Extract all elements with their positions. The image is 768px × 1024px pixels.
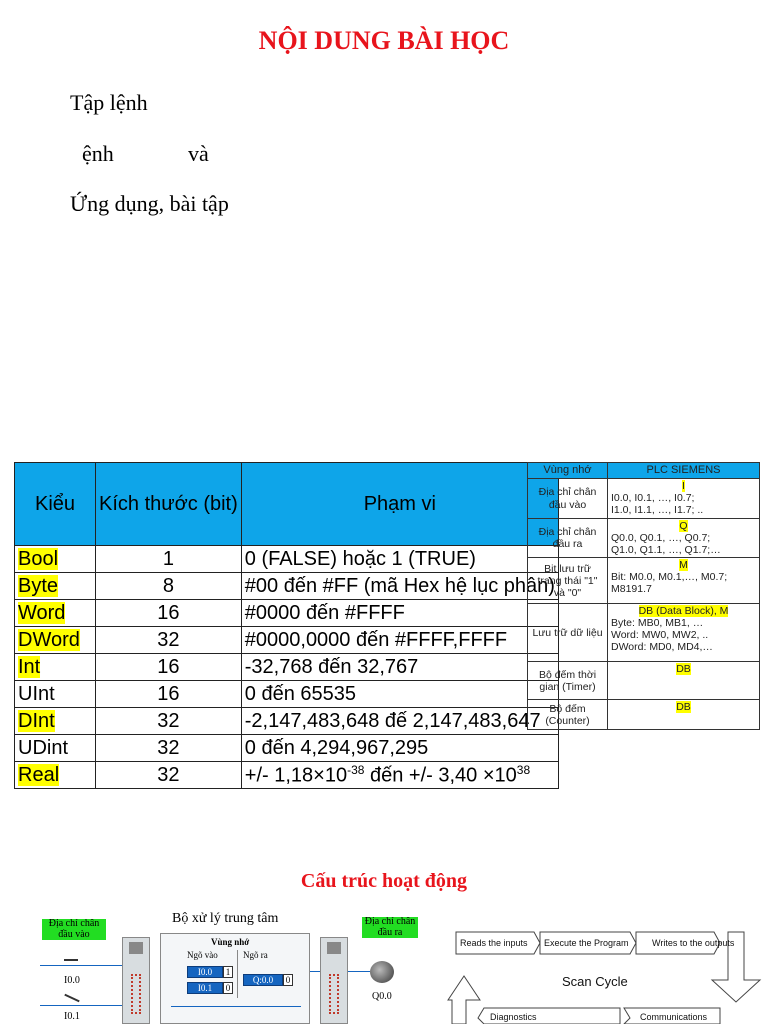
memory-row	[528, 662, 760, 700]
memory-address-line: I1.0, I1.1, …, I1.7; ..	[611, 504, 704, 517]
lamp-icon	[370, 961, 394, 983]
switch-i01-icon	[64, 994, 79, 1003]
data-type-row	[15, 708, 559, 735]
memory-address-line: Q0.0, Q0.1, …, Q0.7;	[611, 532, 711, 545]
scan-step-execute-program: Execute the Program	[544, 938, 629, 948]
memory-area-value	[608, 519, 760, 558]
register-i00: I0.0	[187, 966, 223, 978]
scan-step-diagnostics: Diagnostics	[490, 1012, 537, 1022]
data-type-row	[15, 573, 559, 600]
switch-i00-label: I0.0	[64, 975, 80, 986]
header-plc: PLC SIEMENS	[608, 463, 760, 479]
memory-area-value	[608, 558, 760, 604]
cpu-label: Bộ xử lý trung tâm	[172, 911, 279, 926]
header-range: Phạm vi	[241, 463, 558, 546]
memory-row	[528, 558, 760, 604]
range-part: 0 đến 65535	[244, 682, 356, 705]
data-type-range	[241, 654, 558, 681]
memory-row	[528, 604, 760, 662]
switch-i00-icon	[64, 959, 78, 967]
scan-step-communications: Communications	[640, 1012, 708, 1022]
memory-area-value	[608, 662, 760, 700]
memory-area-name: Địa chỉ chân đầu vào	[528, 479, 608, 519]
data-type-range	[241, 762, 558, 789]
input-module	[122, 937, 150, 1024]
range-part: -38	[347, 762, 365, 777]
memory-row	[528, 519, 760, 558]
memory-area-name: Địa chỉ chân đầu ra	[528, 519, 608, 558]
data-type-size: 32	[96, 735, 242, 762]
range-part: -2,147,483,648 đế 2,147,483,647	[244, 709, 541, 732]
memory-area-value	[608, 604, 760, 662]
data-type-name: UInt	[18, 682, 55, 705]
memory-address-line: Byte: MB0, MB1, …	[611, 617, 704, 630]
section-title: Cấu trúc hoạt động	[300, 870, 468, 892]
data-type-name: Int	[18, 655, 41, 678]
data-type-size: 16	[96, 681, 242, 708]
data-type-range	[241, 681, 558, 708]
input-column-label: Ngõ vào	[187, 950, 218, 960]
range-part: 0 đến 4,294,967,295	[244, 736, 429, 759]
plc-structure-diagram	[0, 905, 440, 1024]
data-type-name: Word	[18, 601, 66, 624]
range-part: #00 đến #FF (mã Hex hệ lục phân)	[244, 574, 555, 597]
cpu-block	[160, 933, 310, 1024]
data-type-size: 32	[96, 627, 242, 654]
data-type-name: DInt	[18, 709, 55, 732]
lamp-label: Q0.0	[372, 991, 392, 1002]
input-address-label: Địa chỉ chân đầu vào	[42, 919, 106, 940]
memory-area-name: Bộ đếm thời gian (Timer)	[528, 662, 608, 700]
data-type-row	[15, 681, 559, 708]
data-type-row	[15, 654, 559, 681]
memory-label: Vùng nhớ	[211, 937, 250, 947]
data-type-range	[241, 573, 558, 600]
memory-code: I	[682, 480, 685, 492]
data-types-table	[14, 462, 559, 789]
range-part: 0 (FALSE) hoặc 1 (TRUE)	[244, 547, 476, 570]
register-q00: Q:0.0	[243, 974, 283, 986]
toc-item-3: Ứng dụng, bài tập	[70, 191, 229, 216]
data-type-name: Byte	[18, 574, 59, 597]
switch-i01-label: I0.1	[64, 1011, 80, 1022]
data-type-size: 32	[96, 762, 242, 789]
memory-address-line: Word: MW0, MW2, ..	[611, 629, 709, 642]
register-i01: I0.1	[187, 982, 223, 994]
data-type-row	[15, 762, 559, 789]
range-part: #0000,0000 đến #FFFF,FFFF	[244, 628, 508, 651]
output-module	[320, 937, 348, 1024]
register-i01-value: 0	[223, 982, 233, 994]
header-type: Kiểu	[15, 463, 96, 546]
data-type-row	[15, 600, 559, 627]
memory-address-line: M8191.7	[611, 583, 652, 596]
range-part: 38	[516, 762, 531, 777]
data-type-range	[241, 600, 558, 627]
scan-step-write-outputs: Writes to the outputs	[652, 938, 735, 948]
range-part: #0000 đến #FFFF	[244, 601, 405, 624]
memory-address-line: Q1.0, Q1.1, …, Q1.7;…	[611, 544, 721, 557]
memory-code: Q	[679, 520, 688, 532]
data-type-size: 16	[96, 654, 242, 681]
register-q00-value: 0	[283, 974, 293, 986]
input-wire-2	[40, 1005, 122, 1006]
scan-cycle-diagram	[444, 918, 766, 1024]
data-type-range	[241, 627, 558, 654]
register-i00-value: 1	[223, 966, 233, 978]
memory-area-name: Bộ đếm (Counter)	[528, 700, 608, 730]
range-part: -32,768 đến 32,767	[244, 655, 419, 678]
output-column-label: Ngõ ra	[243, 950, 268, 960]
memory-area-name: Bit lưu trữ trạng thái "1" và "0"	[528, 558, 608, 604]
data-type-size: 32	[96, 708, 242, 735]
input-wire-1	[40, 965, 122, 966]
data-type-size: 16	[96, 600, 242, 627]
memory-address-line: Bit: M0.0, M0.1,…, M0.7;	[611, 571, 728, 584]
memory-area-value	[608, 479, 760, 519]
memory-row	[528, 479, 760, 519]
output-address-label: Địa chỉ chân đầu ra	[362, 917, 418, 938]
data-type-row	[15, 546, 559, 573]
data-type-name: Real	[18, 763, 60, 786]
data-type-range	[241, 735, 558, 762]
memory-row	[528, 700, 760, 730]
memory-code: DB	[676, 701, 691, 714]
scan-step-read-inputs: Reads the inputs	[460, 938, 528, 948]
memory-area-name: Lưu trữ dữ liệu	[528, 604, 608, 662]
data-type-name: DWord	[18, 628, 80, 651]
header-area: Vùng nhớ	[528, 463, 608, 479]
data-type-row	[15, 735, 559, 762]
page-title: NỘI DUNG BÀI HỌC	[258, 26, 510, 55]
range-part: đến +/- 3,40 ×10	[364, 764, 517, 787]
memory-area-table	[527, 462, 760, 730]
data-type-range	[241, 546, 558, 573]
toc-item-1: Tập lệnh	[70, 90, 148, 115]
data-type-size: 8	[96, 573, 242, 600]
memory-code: DB (Data Block), M	[638, 605, 729, 618]
data-type-name: UDint	[18, 736, 69, 759]
memory-code: DB	[676, 663, 691, 676]
data-type-size: 1	[96, 546, 242, 573]
memory-address-line: DWord: MD0, MD4,…	[611, 641, 713, 654]
header-size: Kích thước (bit)	[96, 463, 242, 546]
range-part: +/- 1,18×10	[244, 764, 348, 787]
data-type-range	[241, 708, 558, 735]
toc-item-2-part-a: ệnh	[82, 141, 114, 166]
memory-code: M	[679, 559, 688, 572]
toc-item-2-part-b: và	[188, 141, 209, 166]
data-type-name: Bool	[18, 547, 59, 570]
memory-address-line: I0.0, I0.1, …, I0.7;	[611, 492, 695, 505]
scan-cycle-title: Scan Cycle	[562, 974, 628, 989]
data-type-row	[15, 627, 559, 654]
memory-area-value	[608, 700, 760, 730]
